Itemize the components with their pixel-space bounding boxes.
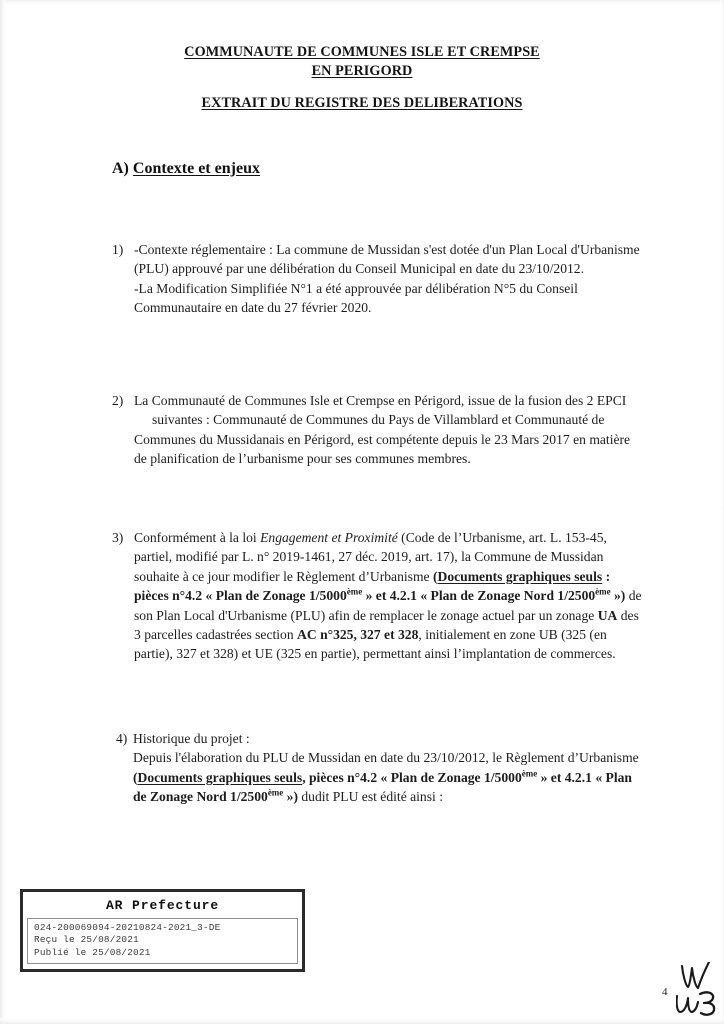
- item4-bold-rest-3: »): [283, 789, 298, 805]
- list-item-marker: 3): [112, 530, 124, 545]
- item4-bold-underline: Documents graphiques seuls: [137, 769, 303, 785]
- item3-bold-underline: Documents graphiques seuls: [437, 568, 603, 584]
- item3-text-1: Conformément à la loi: [134, 530, 261, 545]
- stamp-title: AR Prefecture: [105, 898, 220, 913]
- item2-text-a: La Communauté de Communes Isle et Crempse en Périgord, issue de la fusion des 2 EPCI: [134, 393, 627, 408]
- stamp-published-date: Publié le 25/08/2021: [34, 946, 151, 958]
- item1-para2: -La Modification Simplifiée N°1 a été approuvée par délibération N°5 du Conseil Communautaire en date du 27 février 2020.: [134, 280, 578, 316]
- scan-edge-top: [0, 0, 724, 5]
- item4-text-1: Historique du projet :: [133, 731, 250, 746]
- item1-para1: -Contexte réglementaire : La commune de Mussidan s'est dotée d'un Plan Local d'Urbanisme (PLU) approuvé par une délibération du Conseil Municipal en date du 23/10/2012.: [134, 242, 640, 277]
- item3-bold-rest-2: » et 4.2.1 « Plan de Zonage Nord 1/2500: [362, 588, 596, 604]
- item3-bold-ua: UA: [597, 607, 618, 623]
- item4-sup-2: ème: [267, 787, 284, 798]
- header-line-1: [0, 43, 724, 62]
- header-line-2-text: EN PERIGORD: [311, 63, 413, 79]
- stamp-received-date: Reçu le 25/08/2021: [34, 934, 139, 946]
- section-letter: A): [112, 160, 129, 177]
- item4-bold-rest-1: , pièces n°4.2 « Plan de Zonage 1/5000: [302, 769, 522, 785]
- list-item-marker: 4): [116, 731, 128, 746]
- header-line-1-text: COMMUNAUTE DE COMMUNES ISLE ET CREMPSE: [184, 44, 540, 60]
- stamp-id: 024-200069094-20210824-2021_3-DE: [34, 922, 221, 933]
- stamp-body: [27, 918, 298, 964]
- list-item-text: [112, 528, 644, 664]
- page-number: 4: [662, 986, 668, 998]
- document-header: [0, 43, 724, 113]
- item4-bold-rest-2: » et 4.2.1 « Plan de Zonage Nord 1/2500: [133, 769, 632, 805]
- handwritten-signature-mark: [676, 962, 724, 1018]
- list-item-text: [112, 391, 644, 469]
- ar-prefecture-stamp: [20, 889, 305, 972]
- list-item-marker: 1): [112, 242, 124, 257]
- header-line-2: [0, 62, 724, 81]
- item3-text-3: de son Plan Local d'Urbanisme (PLU) afin de remplacer le zonage actuel par un zonage: [134, 588, 642, 623]
- section-heading: [112, 160, 260, 178]
- item3-paren-open: (: [432, 568, 438, 584]
- item4-text-3: dudit PLU est édité ainsi :: [297, 789, 443, 805]
- item4-sup-1: ème: [521, 768, 538, 779]
- item3-bold-rest-1: : pièces n°4.2 « Plan de Zonage 1/5000: [134, 568, 611, 604]
- list-item-text: [112, 240, 642, 318]
- list-item: [116, 729, 644, 807]
- header-line-3-text: EXTRAIT DU REGISTRE DES DELIBERATIONS: [201, 95, 523, 111]
- list-item-marker: 2): [112, 393, 124, 408]
- item3-text-5: , initialement en zone UB (325 (en partie), 327 et 328) et UE (325 en partie), permettant ainsi l’implantation de commerces.: [134, 627, 616, 662]
- scan-edge-right: [720, 0, 724, 1024]
- item3-text-4: des 3 parcelles cadastrées section: [134, 607, 639, 643]
- scan-edge-left: [0, 0, 6, 1024]
- scan-edge-bottom: [0, 1018, 724, 1024]
- header-line-3: [0, 94, 724, 113]
- item3-bold-parcels: AC n°325, 327 et 328: [297, 627, 419, 643]
- item3-law-title: Engagement et Proximité: [260, 530, 398, 545]
- item3-text-2: (Code de l’Urbanisme, art. L. 153-45, partiel, modifié par L. n° 2019-1461, 27 déc. 2019, art. 17), la Commune de Mussidan souhaite à ce jour modifier le Règlement d’Urbanisme: [134, 530, 607, 584]
- item3-bold-rest-3: »): [610, 588, 626, 604]
- list-item: [112, 528, 644, 664]
- item3-sup-2: ème: [595, 586, 611, 597]
- list-item: [112, 240, 642, 318]
- section-title: Contexte et enjeux: [132, 160, 260, 177]
- item2-text-b: suivantes : Communauté de Communes du Pays de Villamblard et Communauté de Communes du Mussidanais en Périgord, est compétente depuis le 23 Mars 2017 en matière de planification de l’urbanisme pour ses communes membres.: [134, 412, 631, 467]
- item3-sup-1: ème: [346, 586, 363, 597]
- item4-paren-open: (: [133, 769, 138, 785]
- list-item-text: [116, 729, 644, 807]
- item4-text-2: Depuis l'élaboration du PLU de Mussidan en date du 23/10/2012, le Règlement d’Urbanisme: [133, 750, 639, 766]
- list-item: [112, 391, 644, 469]
